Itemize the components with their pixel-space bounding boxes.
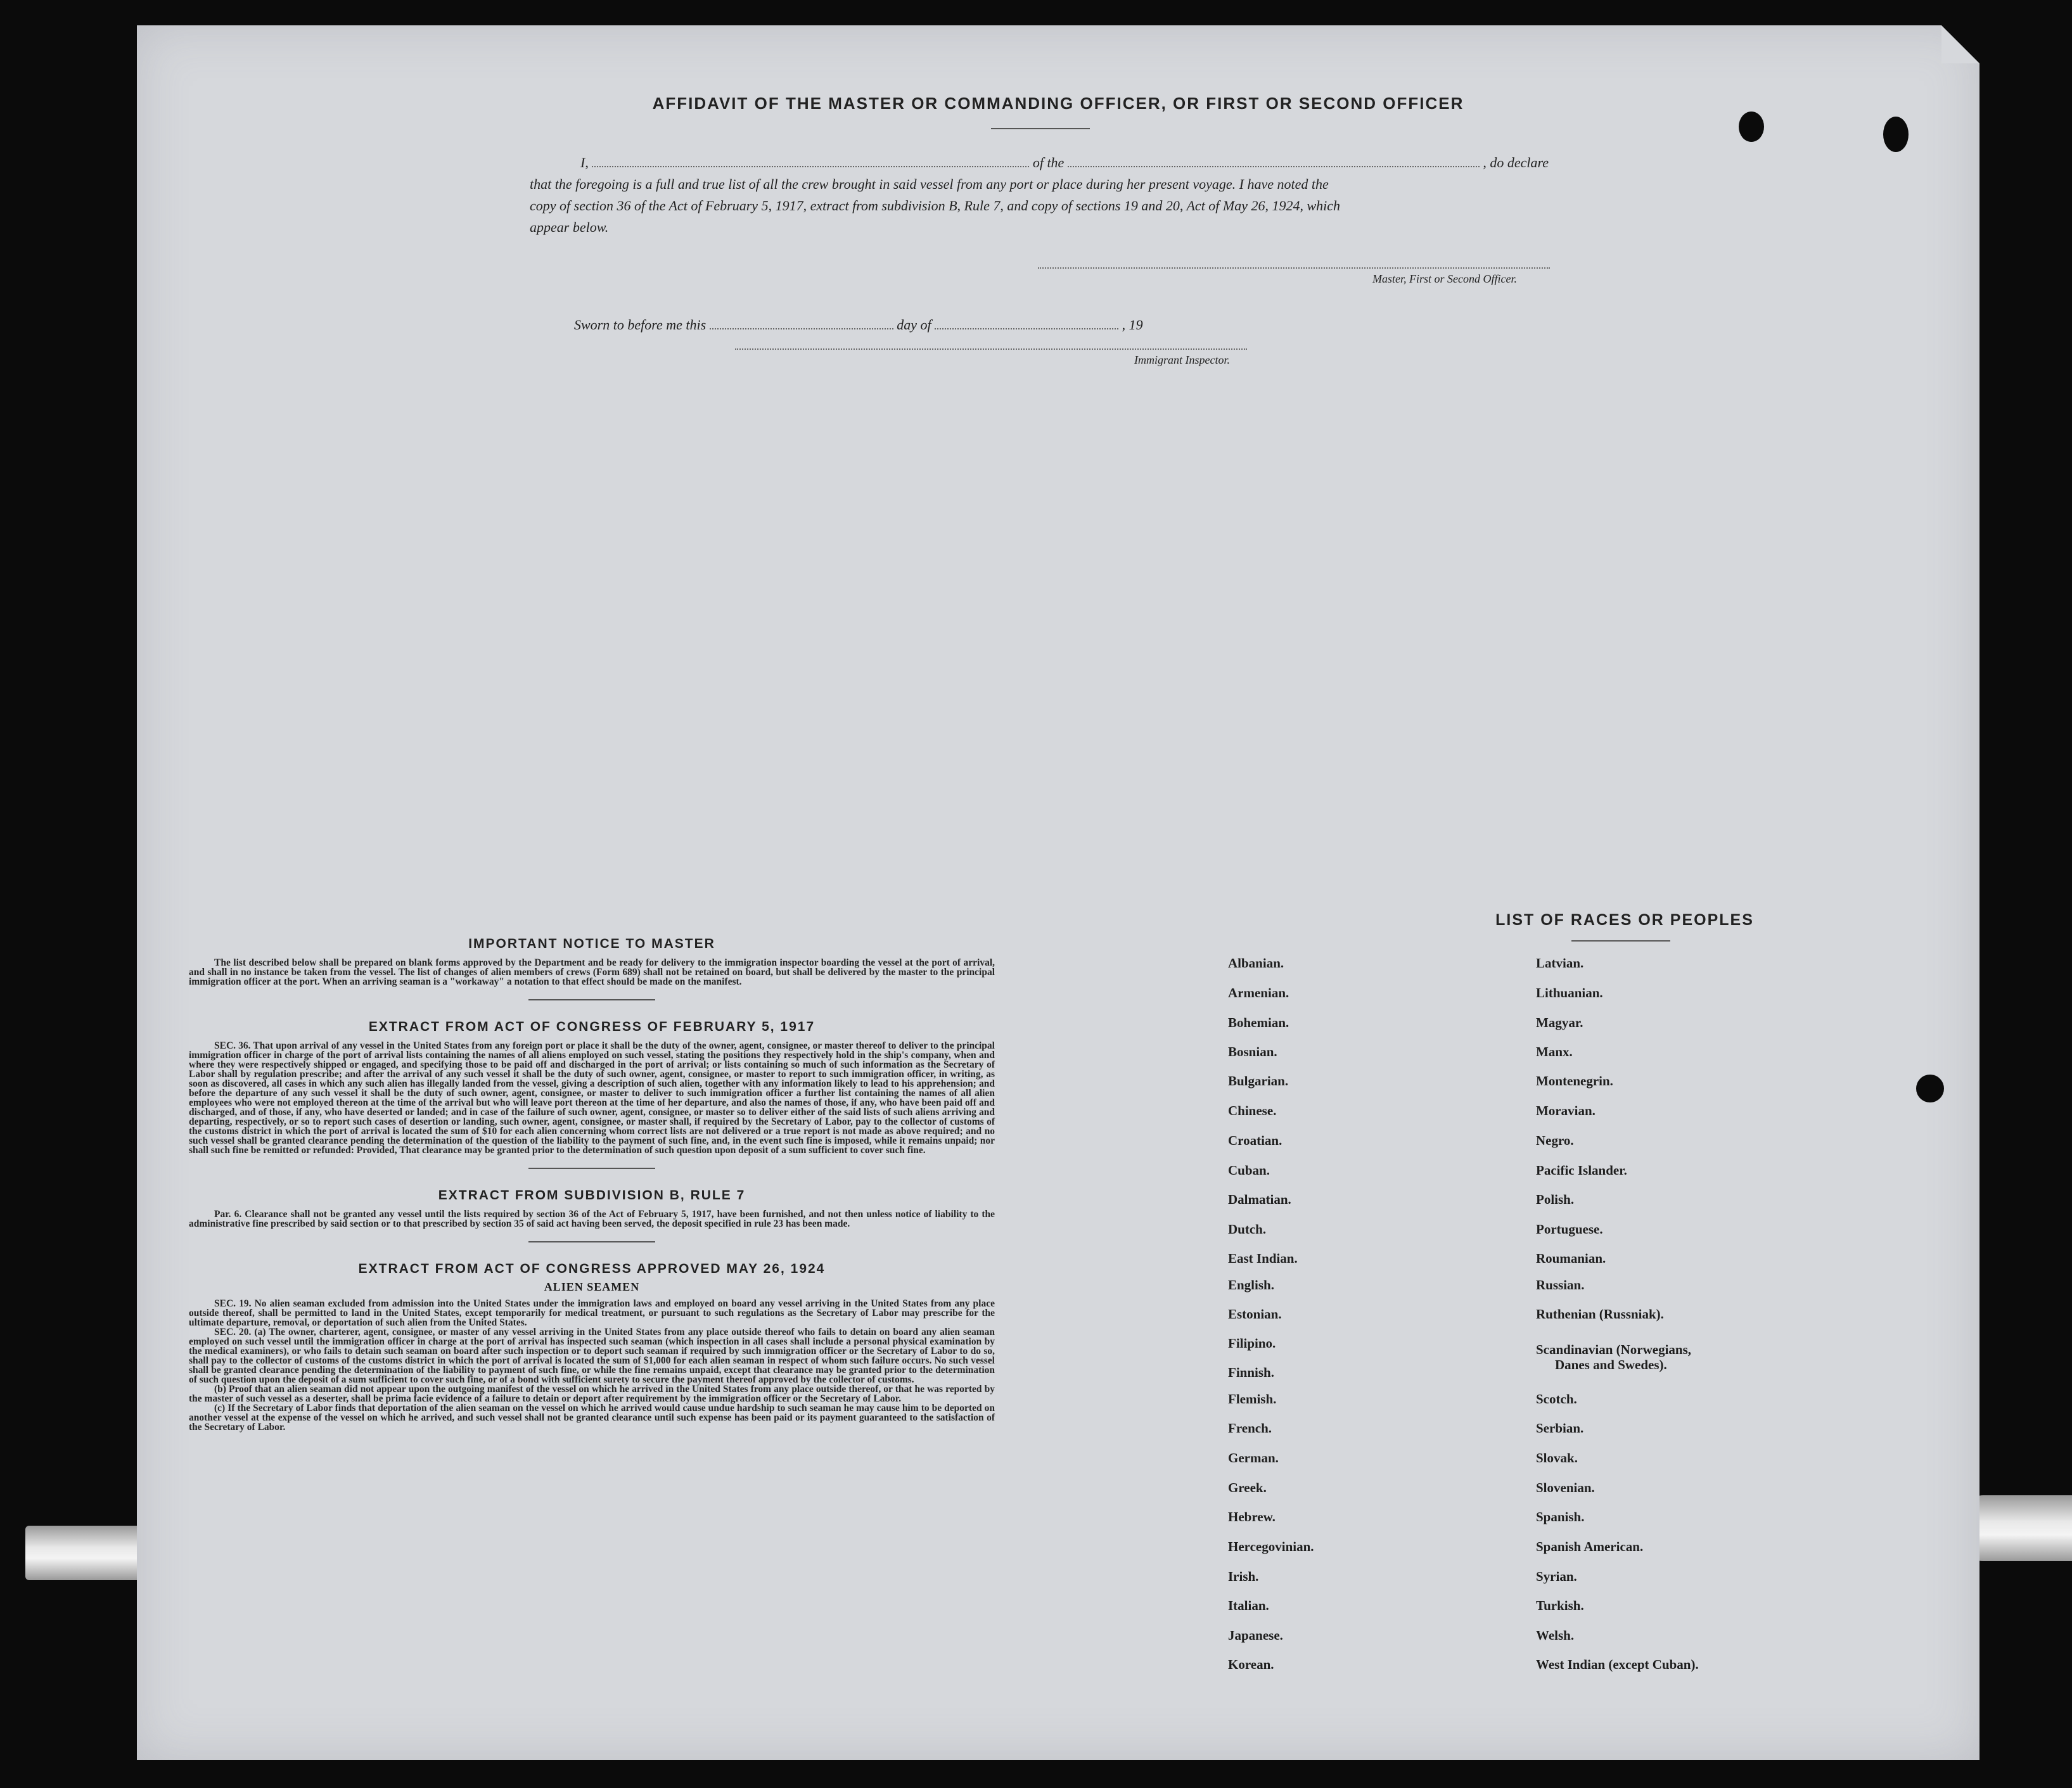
affidavit-text	[530, 152, 1689, 238]
extract-1924-subtitle: ALIEN SEAMEN	[544, 1280, 640, 1293]
punch-hole-top-right	[1883, 117, 1909, 152]
race-left: East Indian.	[1228, 1251, 1298, 1266]
race-right: Danes and Swedes).	[1555, 1357, 1667, 1372]
race-left: Croatian.	[1228, 1133, 1282, 1148]
race-left: Chinese.	[1228, 1103, 1277, 1118]
notice-text: The list described below shall be prepared on blank forms approved by the Department and be ready for delivery to the immigration inspector boarding the vessel at the port of arrival, and shall in no instance be taken from the vessel. The list of changes of alien members of crews (Form 689) shall not be retained on board, but shall be delivered by the master to the principal immigration officer at the port. When an arriving seaman is a "workaway" a notation to that effect should be made on the manifest.	[189, 957, 995, 987]
races-title-rule	[1571, 940, 1670, 942]
affidavit-declare: , do declare	[1483, 155, 1549, 170]
race-right: Scandinavian (Norwegians,	[1536, 1342, 1692, 1357]
affidavit-line-4: appear below.	[530, 219, 609, 235]
inspector-signature-caption: Immigrant Inspector.	[1134, 354, 1230, 366]
race-right: Moravian.	[1536, 1103, 1596, 1118]
affidavit-line-3: copy of section 36 of the Act of February 5, 1917, extract from subdivision B, Rule 7, and copy of sections 19 and 20, Act of May 26, 1924, which	[530, 198, 1341, 214]
extract-1924-sec20c: (c) If the Secretary of Labor finds that deportation of the alien seaman on the vessel on which he arrived would cause undue hardship to such seaman he may cause him to be deported on another vessel at the expense of the vessel on which he arrived, and such vessel shall not be granted clearance until such expense has been paid or its payment guaranteed to the satisfaction of the Secretary of Labor.	[189, 1403, 995, 1433]
divider-1	[528, 999, 655, 1000]
race-left: Albanian.	[1228, 955, 1284, 971]
race-right: Magyar.	[1536, 1015, 1583, 1030]
race-right: Syrian.	[1536, 1569, 1577, 1584]
race-left: Finnish.	[1228, 1365, 1274, 1380]
race-right: Portuguese.	[1536, 1222, 1603, 1237]
punch-hole-right	[1916, 1075, 1944, 1102]
race-right: Serbian.	[1536, 1421, 1584, 1436]
rule-7-title: EXTRACT FROM SUBDIVISION B, RULE 7	[438, 1188, 746, 1203]
race-left: Estonian.	[1228, 1306, 1282, 1322]
rule-7-text: Par. 6. Clearance shall not be granted any vessel until the lists required by section 36 of the Act of February 5, 1917, have been furnished, and not then unless notice of liability to the administrative fine prescribed by said section or to that prescribed by section 35 of said act having been served, the deposit specified in rule 23 has been made.	[189, 1209, 995, 1229]
race-left: Hebrew.	[1228, 1509, 1276, 1524]
race-right: Scotch.	[1536, 1391, 1577, 1407]
race-right: Slovak.	[1536, 1450, 1578, 1466]
race-left: Flemish.	[1228, 1391, 1277, 1407]
title-rule	[991, 128, 1090, 129]
extract-1924-sec20a: SEC. 20. (a) The owner, charterer, agent, consignee, or master of any vessel arriving in the United States from any place outside thereof who fails to detain on board any alien seaman employed on such vessel until the immigration officer in charge at the port of arrival has inspected such seaman (which inspection in all cases shall include a personal physical examination by the medical examiners), or who fails to detain such seaman on board after such inspection or to deport such seaman if required by such immigration officer or the Secretary of Labor to do so, shall pay to the collector of customs of the customs district in which the port of arrival is located the sum of $1,000 for each alien seaman in respect of whom such failure occurs. No such vessel shall be granted clearance pending the determination of the liability to payment of such fine, or while the fine remains unpaid, except that clearance may be granted prior to the determination of such question upon the deposit of a sum sufficient to cover such fine, or of a bond with sufficient surety to secure the payment thereof approved by the collector of customs.	[189, 1327, 995, 1385]
sworn-month-field[interactable]	[935, 316, 1118, 329]
race-left: Greek.	[1228, 1480, 1267, 1495]
affidavit-i: I,	[580, 155, 589, 170]
extract-1924-sec20b: (b) Proof that an alien seaman did not appear upon the outgoing manifest of the vessel on which he arrived in the United States from any place outside thereof, or that he was reported by the master of such vessel as a deserter, shall be prima facie evidence of a failure to detain or deport after requirement by the immigration officer or the Secretary of Labor.	[189, 1384, 995, 1404]
binder-tab-right	[1964, 1495, 2072, 1561]
race-left: German.	[1228, 1450, 1279, 1466]
race-left: Korean.	[1228, 1657, 1274, 1672]
extract-1917-text: SEC. 36. That upon arrival of any vessel in the United States from any foreign port or place it shall be the duty of the owner, agent, consignee, or master thereof to deliver to the principal immigration officer in charge of the port of arrival lists containing the names of all aliens employed on such vessel, stating the positions they respectively hold in the ship's company, when and where they were respectively shipped or engaged, and specifying those to be paid off and discharged in the port of arrival; or lists containing so much of such information as the Secretary of Labor shall by regulation prescribe; and after the arrival of any such vessel it shall be the duty of such owner, agent, consignee, or master to report to such immigration officer, in writing, as soon as discovered, all cases in which any such alien has illegally landed from the vessel, giving a description of such alien, together with any information likely to lead to his apprehension; and before the departure of any such vessel it shall be the duty of such owner, agent, consignee, or master to deliver to such immigration officer a further list containing the names of all alien employees who were not employed thereon at the time of the arrival but who will leave port thereon at the time of her departure, and also the names of those, if any, who have been paid off and discharged, and of those, if any, who have deserted or landed; and in case of the failure of such owner, agent, consignee, or master so to deliver either of the said lists of such aliens arriving and departing, respectively, or so to report such cases of desertion or landing, such owner, agent, consignee, or master shall, if required by the Secretary of Labor, pay to the collector of customs of the customs district in which the port of arrival is located the sum of $10 for each alien concerning whom correct lists are not delivered or a true report is not made as above required; and no such vessel shall be granted clearance pending the determination of the question of the liability to the payment of such fine, and, in the event such fine is imposed, while it remains unpaid; nor shall such fine be remitted or refunded: Provided, That clearance may be granted prior to the determination of such question upon deposit of a sum sufficient to cover such fine.	[189, 1040, 995, 1156]
race-left: Dalmatian.	[1228, 1192, 1291, 1207]
race-right: Spanish.	[1536, 1509, 1585, 1524]
race-right: Manx.	[1536, 1044, 1573, 1059]
legal-extracts-column	[189, 936, 995, 1432]
race-left: Cuban.	[1228, 1163, 1270, 1178]
race-left: Hercegovinian.	[1228, 1539, 1314, 1554]
race-left: Italian.	[1228, 1598, 1269, 1613]
race-right: Latvian.	[1536, 955, 1584, 971]
race-right: Spanish American.	[1536, 1539, 1644, 1554]
page-corner-fold	[1941, 25, 1979, 63]
affidavit-line-2: that the foregoing is a full and true list of all the crew brought in said vessel from any port or place during her present voyage. I have noted the	[530, 176, 1329, 192]
race-left: Irish.	[1228, 1569, 1259, 1584]
extract-1924-sec19: SEC. 19. No alien seaman excluded from admission into the United States under the immigration laws and employed on board any vessel arriving in the United States from any place outside thereof, shall be permitted to land in the United States, except temporarily for medical treatment, or pursuant to such regulations as the Secretary of Labor may prescribe for the ultimate departure, removal, or deportation of such alien from the United States.	[189, 1298, 995, 1328]
race-left: Japanese.	[1228, 1628, 1283, 1643]
race-left: English.	[1228, 1277, 1274, 1293]
divider-3	[528, 1241, 655, 1242]
race-right: Negro.	[1536, 1133, 1574, 1148]
race-left: Bohemian.	[1228, 1015, 1289, 1030]
race-right: West Indian (except Cuban).	[1536, 1657, 1699, 1672]
divider-2	[528, 1168, 655, 1169]
affidavit-title: AFFIDAVIT OF THE MASTER OR COMMANDING OFFICER, OR FIRST OR SECOND OFFICER	[652, 94, 1464, 113]
notice-title: IMPORTANT NOTICE TO MASTER	[468, 936, 715, 951]
race-right: Pacific Islander.	[1536, 1163, 1627, 1178]
race-right: Slovenian.	[1536, 1480, 1595, 1495]
binder-tab-left	[25, 1526, 146, 1580]
race-right: Montenegrin.	[1536, 1073, 1613, 1089]
sworn-statement	[574, 316, 1143, 333]
race-left: Dutch.	[1228, 1222, 1267, 1237]
race-right: Welsh.	[1536, 1628, 1575, 1643]
race-left: Bosnian.	[1228, 1044, 1277, 1059]
race-left: Filipino.	[1228, 1336, 1276, 1351]
race-left: Bulgarian.	[1228, 1073, 1289, 1089]
sworn-prefix: Sworn to before me this	[574, 317, 707, 333]
master-signature-caption: Master, First or Second Officer.	[1372, 272, 1517, 285]
race-right: Russian.	[1536, 1277, 1585, 1293]
master-name-field[interactable]	[592, 153, 1029, 167]
vessel-name-field[interactable]	[1068, 153, 1480, 167]
race-left: French.	[1228, 1421, 1272, 1436]
race-right: Ruthenian (Russniak).	[1536, 1306, 1664, 1322]
race-right: Polish.	[1536, 1192, 1575, 1207]
punch-hole-top-left	[1739, 112, 1764, 142]
inspector-signature-line[interactable]	[735, 348, 1247, 350]
sworn-year: , 19	[1122, 317, 1143, 333]
races-title: LIST OF RACES OR PEOPLES	[1495, 911, 1754, 929]
extract-1924-title: EXTRACT FROM ACT OF CONGRESS APPROVED MAY 26, 1924	[358, 1261, 826, 1276]
race-right: Turkish.	[1536, 1598, 1584, 1613]
sworn-day-of: day of	[897, 317, 931, 333]
master-signature-line[interactable]	[1038, 267, 1550, 269]
sworn-day-field[interactable]	[710, 316, 893, 329]
document-page	[137, 25, 1979, 1760]
race-right: Roumanian.	[1536, 1251, 1606, 1266]
race-right: Lithuanian.	[1536, 985, 1603, 1000]
extract-1917-title: EXTRACT FROM ACT OF CONGRESS OF FEBRUARY 5, 1917	[368, 1019, 815, 1034]
race-left: Armenian.	[1228, 985, 1289, 1000]
affidavit-of-the: of the	[1032, 155, 1065, 170]
